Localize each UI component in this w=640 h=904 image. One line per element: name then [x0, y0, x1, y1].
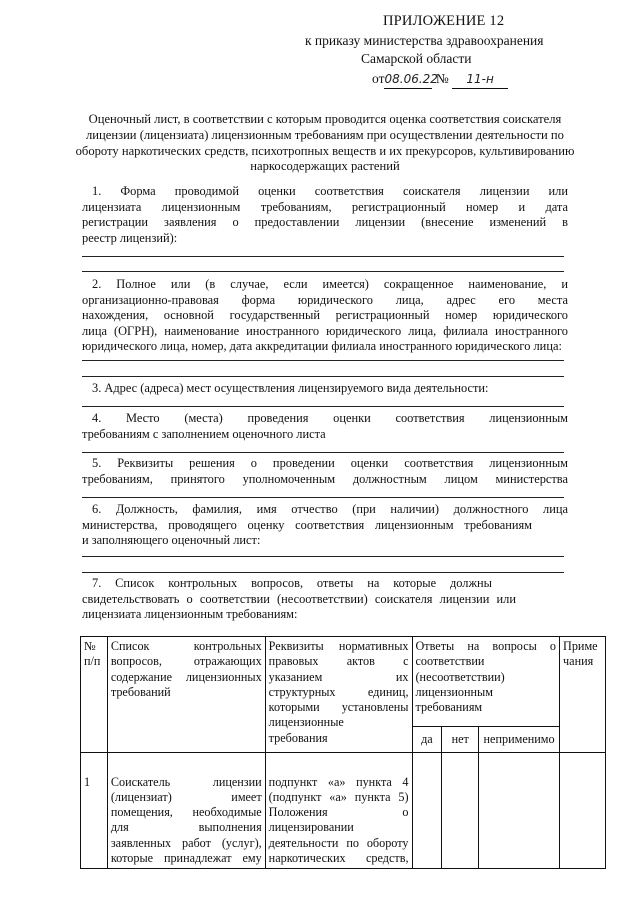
header-yes: да — [412, 727, 442, 753]
header-answers-line: лицензионным — [415, 684, 493, 699]
header-question-line: содержание лицензионных — [110, 669, 262, 684]
row-requisites-line: (подпункт «а» пункта 5) — [268, 789, 409, 804]
header-requisites-line: структурных единиц, — [268, 684, 409, 699]
appendix-title: ПРИЛОЖЕНИЕ 12 — [383, 13, 505, 29]
title-line: лицензии (лицензиата) лицензионным требованиям при осуществлении деятельности по — [86, 127, 564, 142]
row-question-line: для выполнения — [110, 820, 262, 835]
section-line: лица (ОГРН), наименование иностранного юридического лица, филиала иностранного — [82, 323, 568, 338]
fill-line — [82, 556, 564, 557]
handwritten-date: 08.06.22 — [384, 71, 432, 89]
appendix-order-line: к приказу министерства здравоохранения — [305, 33, 544, 48]
checklist-table — [80, 636, 606, 869]
row-requisites-line: деятельности по обороту — [268, 835, 409, 850]
section-1 — [82, 184, 568, 246]
appendix-date-number — [372, 70, 508, 89]
header-question-list — [107, 637, 265, 753]
section-line: нахождения, основной государственный регистрационный номер юридического — [82, 308, 568, 323]
row-question — [107, 773, 265, 869]
row-requisites-line: наркотических средств, — [268, 850, 409, 865]
row-requisites — [265, 773, 412, 869]
section-line: требованиям, принятого уполномоченным должностным лицом министерства — [82, 471, 568, 486]
title-line: наркосодержащих растений — [250, 159, 400, 174]
fill-line — [82, 376, 564, 377]
fill-line — [82, 271, 564, 272]
section-6 — [82, 502, 568, 549]
section-5 — [82, 456, 568, 487]
header-notes — [560, 637, 606, 753]
header-notes-line: Приме — [563, 639, 598, 653]
table-row — [81, 773, 606, 869]
fill-line — [82, 452, 564, 453]
section-3 — [82, 381, 568, 397]
fill-line — [82, 497, 564, 498]
header-answers-line: (несоответствии) — [415, 669, 505, 684]
answer-no-cell[interactable] — [442, 773, 479, 869]
header-answers — [412, 637, 560, 727]
row-question-line: помещения, необходимые — [110, 805, 262, 820]
fill-line — [82, 360, 564, 361]
header-not-applicable: неприменимо — [479, 727, 560, 753]
number-prefix: № — [435, 71, 449, 86]
header-requisites — [265, 637, 412, 753]
appendix-region: Самарской области — [361, 51, 472, 66]
answer-not-applicable-cell[interactable] — [479, 773, 560, 869]
section-7 — [82, 576, 568, 623]
row-number: 1 — [81, 773, 108, 869]
notes-cell[interactable] — [560, 773, 606, 869]
section-line: 4. Место (места) проведения оценки соответствия лицензионным — [92, 411, 568, 425]
header-requisites-line: Реквизиты нормативных — [268, 639, 409, 653]
section-2 — [82, 277, 568, 355]
header-number — [81, 637, 108, 753]
header-answers-line: Ответы на вопросы о — [415, 639, 557, 653]
section-line: министерства, проводящего оценку соответствия лицензионным требованиям — [82, 517, 532, 532]
header-answers-line: требованиям — [415, 700, 483, 715]
fill-line — [82, 406, 564, 407]
document-title — [70, 112, 580, 175]
section-line: 2. Полное или (в случае, если имеется) сокращенное наименование, и — [92, 277, 568, 291]
section-line: требованиям с заполнением оценочного листа — [82, 426, 326, 441]
section-line: лицензиата лицензионным требованиям: — [82, 607, 298, 622]
fill-line — [82, 572, 564, 573]
section-line: 6. Должность, фамилия, имя отчество (при наличии) должностного лица — [92, 502, 568, 516]
section-line: 3. Адрес (адреса) мест осуществления лицензируемого вида деятельности: — [92, 381, 489, 395]
row-requisites-line: лицензировании — [268, 820, 354, 835]
handwritten-number: 11-н — [452, 71, 508, 89]
header-number-line: № — [84, 639, 96, 653]
section-line: и заполняющего оценочный лист: — [82, 533, 261, 548]
header-no: нет — [442, 727, 479, 753]
section-4 — [82, 411, 568, 442]
title-line: Оценочный лист, в соответствии с которым проводится оценка соответствия соискателя — [88, 112, 562, 126]
row-requisites-line: Положения о — [268, 805, 409, 820]
row-question-line: которые принадлежат ему — [110, 850, 262, 865]
section-line: 5. Реквизиты решения о проведении оценки соответствия лицензионным — [92, 456, 568, 470]
section-line: 7. Список контрольных вопросов, ответы на которые должны — [92, 576, 492, 590]
section-line: регистрации заявления о предоставлении лицензии (внесение изменений в — [82, 215, 568, 230]
header-requisites-line: правовых актов с — [268, 654, 409, 669]
section-line: 1. Форма проводимой оценки соответствия соискателя лицензии или — [92, 184, 568, 198]
header-answers-line: соответствии — [415, 654, 485, 669]
section-line: юридического лица, номер, дата аккредитации филиала иностранного юридического лица: — [82, 339, 562, 354]
answer-yes-cell[interactable] — [412, 773, 442, 869]
row-requisites-line: подпункт «а» пункта 4 — [268, 774, 409, 789]
row-question-line: Соискатель лицензии — [110, 774, 262, 789]
header-number-line: п/п — [84, 654, 101, 669]
header-requisites-line: указанием их — [268, 669, 409, 684]
date-prefix: от — [372, 71, 385, 86]
section-line: реестр лицензий): — [82, 230, 178, 245]
header-question-line: требований — [110, 684, 171, 699]
header-requisites-line: требования — [268, 730, 328, 745]
header-question-line: Список контрольных — [110, 639, 262, 653]
header-notes-line: чания — [563, 654, 594, 669]
header-question-line: вопросов, отражающих — [110, 654, 262, 669]
fill-line — [82, 256, 564, 257]
row-question-line: (лицензиат) имеет — [110, 789, 262, 804]
header-requisites-line: лицензионные — [268, 715, 344, 730]
row-question-line: заявленных работ (услуг), — [110, 835, 262, 850]
section-line: свидетельствовать о соответствии (несоответствии) соискателя лицензии или — [82, 591, 516, 606]
section-line: организационно-правовая форма юридического лица, адрес его места — [82, 292, 568, 307]
header-requisites-line: которыми установлены — [268, 700, 409, 715]
title-line: обороту наркотических средств, психотропных веществ и их прекурсоров, культивированию — [75, 143, 575, 158]
section-line: лицензиата лицензионным требованиям, регистрационный номер и дата — [82, 199, 568, 214]
